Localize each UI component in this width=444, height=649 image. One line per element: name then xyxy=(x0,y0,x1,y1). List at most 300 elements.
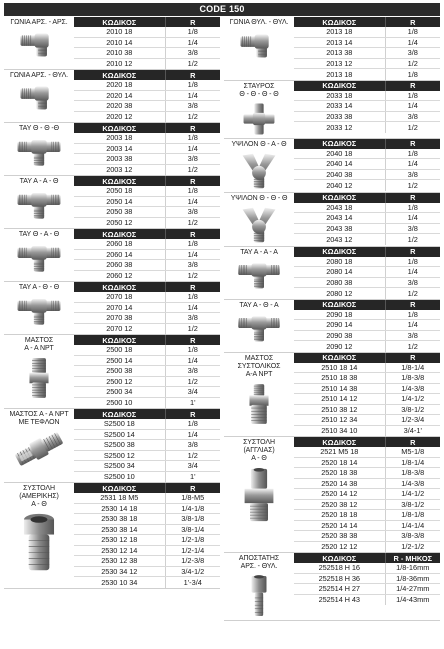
cell-size: 3/8 xyxy=(385,331,440,341)
cell-size: 3/8-1/4 xyxy=(165,525,220,535)
cell-code: 2090 12 xyxy=(326,341,353,351)
left-column xyxy=(4,17,220,621)
table-row xyxy=(294,224,440,235)
cell-size: 1/8 xyxy=(385,91,440,101)
cell-code: 2020 18 xyxy=(106,80,133,90)
cell-size: 1' xyxy=(165,472,220,483)
header-code: ΚΩΔΙΚΟΣ xyxy=(322,17,357,27)
cell-size: 1/4 xyxy=(165,38,220,48)
table-header xyxy=(74,17,220,27)
cell-code: 2531 18 M5 xyxy=(100,493,139,503)
cell-size: 1/4 xyxy=(165,356,220,366)
fitting-label-block xyxy=(4,123,74,175)
table-row xyxy=(74,59,220,70)
fitting-name: ΣΤΑΥΡΟΣ xyxy=(243,82,275,90)
cell-code: 2080 12 xyxy=(326,288,353,298)
cell-size: 1/4 xyxy=(385,101,440,111)
fitting-label-block xyxy=(224,553,294,620)
cell-code: 2050 14 xyxy=(106,196,133,206)
fitting-section xyxy=(4,17,220,70)
cell-size: 1/4-1/4 xyxy=(385,521,440,531)
table-row xyxy=(294,234,440,245)
cell-code: 2530 38 14 xyxy=(101,524,138,534)
cell-code: 2530 12 38 xyxy=(101,556,138,566)
cell-size: 1/2-3/8 xyxy=(165,556,220,566)
table-row xyxy=(74,154,220,165)
cell-size: 1/8 xyxy=(385,27,440,37)
fitting-label-block xyxy=(4,409,74,482)
cell-size: 1/2 xyxy=(385,234,440,245)
table-row xyxy=(294,203,440,214)
cell-code: 2530 12 14 xyxy=(101,545,138,555)
cell-size: 3/8-1/2 xyxy=(385,500,440,510)
table-header xyxy=(294,437,440,447)
cell-code: 2040 14 xyxy=(326,159,353,169)
fitting-label-block xyxy=(224,81,294,138)
table-row xyxy=(74,451,220,462)
cell-code: 2510 18 38 xyxy=(321,373,358,383)
code-table xyxy=(74,17,220,69)
fitting-section xyxy=(4,229,220,282)
fitting-section xyxy=(224,353,440,438)
cell-size: 3/8 xyxy=(165,260,220,270)
fitting-name: ΜΑΣΤΟΣ xyxy=(24,337,54,344)
y-female-icon xyxy=(237,206,281,246)
cell-size: 1/8 xyxy=(385,203,440,213)
code-table xyxy=(294,353,440,437)
table-row xyxy=(74,567,220,578)
table-row xyxy=(74,525,220,536)
code-table xyxy=(294,139,440,192)
fitting-label-block xyxy=(224,247,294,299)
fitting-name: ΓΩΝΙΑ ΘΥΛ. - ΘΥΛ. xyxy=(229,19,289,26)
fitting-name: ΤΑΥ Α - Θ - Α xyxy=(239,301,279,309)
header-size: R xyxy=(385,193,440,203)
cell-code: 2040 12 xyxy=(326,180,353,190)
code-table xyxy=(294,247,440,299)
table-row xyxy=(294,426,440,437)
header-size: R xyxy=(165,176,220,186)
cell-size: 1/8 xyxy=(385,310,440,320)
table-row xyxy=(294,112,440,123)
cell-size: 1/2-1/2 xyxy=(385,542,440,553)
cell-size: 3/8-1/8 xyxy=(165,514,220,524)
cell-code: 252518 H 16 xyxy=(318,563,360,573)
cell-size: 1/2 xyxy=(165,271,220,282)
fitting-section xyxy=(224,247,440,300)
cell-code: 2510 12 34 xyxy=(321,415,358,425)
table-header xyxy=(294,193,440,203)
table-row xyxy=(294,213,440,224)
table-header xyxy=(74,123,220,133)
cell-code: 2043 14 xyxy=(326,213,353,223)
header-code: ΚΩΔΙΚΟΣ xyxy=(322,437,357,447)
code-table xyxy=(294,81,440,138)
table-row xyxy=(294,122,440,133)
cell-size: 3/8-3/8 xyxy=(385,531,440,541)
cell-size: 1/8-1/8 xyxy=(385,510,440,520)
fitting-name: Θ - Θ - Θ - Θ xyxy=(239,90,279,98)
fitting-name: ΤΑΥ Θ - Α - Θ xyxy=(18,231,60,238)
cell-code: 2060 38 xyxy=(106,260,133,270)
cell-code: 2070 38 xyxy=(106,313,133,323)
table-row xyxy=(294,91,440,102)
cell-code: 2043 18 xyxy=(326,202,353,212)
table-row xyxy=(294,320,440,331)
nipple-teflon-icon xyxy=(13,430,65,470)
table-header xyxy=(294,81,440,91)
cell-size: 3/8 xyxy=(165,101,220,111)
code-table xyxy=(294,17,440,80)
cell-size: 1/4 xyxy=(385,159,440,169)
cell-code: 2040 18 xyxy=(326,148,353,158)
cell-size: 1/2 xyxy=(165,324,220,335)
cell-size: 3/4 xyxy=(165,387,220,397)
cell-code: 2003 14 xyxy=(106,143,133,153)
header-size: R xyxy=(385,353,440,363)
cell-size: 1/8-16mm xyxy=(385,563,440,573)
table-row xyxy=(74,197,220,208)
cell-code: 2520 14 12 xyxy=(321,489,358,499)
fitting-name: ΥΨΙΛΟΝ Θ - Α - Θ xyxy=(231,140,287,148)
cell-size: 1/8 xyxy=(385,257,440,267)
table-row xyxy=(74,398,220,409)
header-code: ΚΩΔΙΚΟΣ xyxy=(102,483,137,493)
fitting-section xyxy=(224,300,440,353)
table-row xyxy=(74,239,220,250)
header-size: R xyxy=(165,70,220,80)
cell-code: 2090 38 xyxy=(326,330,353,340)
table-row xyxy=(74,165,220,176)
fitting-label-block xyxy=(4,70,74,122)
fitting-label-block xyxy=(4,229,74,281)
code-table xyxy=(74,409,220,482)
cell-size: 3/8 xyxy=(165,207,220,217)
cell-size: 1/4 xyxy=(385,213,440,223)
table-row xyxy=(294,267,440,278)
cell-size: 1/2-3/4 xyxy=(385,415,440,425)
table-row xyxy=(74,101,220,112)
fitting-section xyxy=(224,553,440,621)
table-row xyxy=(74,546,220,557)
fitting-label-block xyxy=(224,139,294,192)
cell-code: 2530 38 18 xyxy=(101,514,138,524)
cell-code: 2510 14 12 xyxy=(321,394,358,404)
header-code: ΚΩΔΙΚΟΣ xyxy=(102,335,137,345)
cell-size: 3/8 xyxy=(385,170,440,180)
table-row xyxy=(294,159,440,170)
cell-size: 1/4-3/8 xyxy=(385,479,440,489)
cell-size: 1/8 xyxy=(165,186,220,196)
cell-code: 2003 12 xyxy=(106,165,133,175)
cell-code: 2043 12 xyxy=(326,234,353,244)
table-row xyxy=(294,479,440,490)
table-header xyxy=(74,70,220,80)
table-row xyxy=(294,257,440,268)
header-code: ΚΩΔΙΚΟΣ xyxy=(322,247,357,256)
cell-code: 2033 14 xyxy=(326,101,353,111)
cell-size: 1/8 xyxy=(165,239,220,249)
header-code: ΚΩΔΙΚΟΣ xyxy=(102,123,137,133)
cell-size: 1/4 xyxy=(385,267,440,277)
cell-size: 1/4-27mm xyxy=(385,584,440,594)
cell-size: 1/8 xyxy=(165,133,220,143)
table-row xyxy=(74,303,220,314)
cell-code: 2500 14 xyxy=(106,355,133,365)
table-row xyxy=(294,310,440,321)
cell-code: 2010 12 xyxy=(106,59,133,69)
header-size: R xyxy=(165,123,220,133)
table-row xyxy=(294,563,440,574)
table-row xyxy=(74,27,220,38)
cell-size: 1/8 xyxy=(165,419,220,429)
table-row xyxy=(294,38,440,49)
cell-code: 2060 18 xyxy=(106,239,133,249)
cell-code: S2500 18 xyxy=(103,419,135,429)
cell-code: 2060 14 xyxy=(106,249,133,259)
cell-code: 2510 34 10 xyxy=(321,426,358,436)
table-row xyxy=(74,461,220,472)
cell-size: 1/4 xyxy=(165,91,220,101)
fitting-section xyxy=(224,193,440,247)
cell-size: 1/2 xyxy=(385,288,440,299)
fitting-name: Α - Θ xyxy=(31,501,47,508)
table-row xyxy=(294,48,440,59)
table-row xyxy=(74,535,220,546)
header-size: R xyxy=(165,229,220,239)
code-table xyxy=(294,437,440,552)
table-row xyxy=(294,59,440,70)
cell-code: 2013 14 xyxy=(326,37,353,47)
fitting-name: ΤΑΥ Θ - Θ -Θ xyxy=(18,125,60,132)
cell-code: 2013 18 xyxy=(326,27,353,37)
cell-size: 1/2 xyxy=(385,341,440,352)
fitting-label-block xyxy=(4,282,74,334)
table-header xyxy=(74,229,220,239)
table-header xyxy=(74,176,220,186)
header-code: ΚΩΔΙΚΟΣ xyxy=(322,81,357,90)
table-row xyxy=(74,133,220,144)
cell-size: 1/8-36mm xyxy=(385,574,440,584)
header-code: ΚΩΔΙΚΟΣ xyxy=(102,409,137,419)
cell-code: 2013 12 xyxy=(326,58,353,68)
cell-code: 2500 12 xyxy=(106,376,133,386)
cell-size: 1/4-1/8 xyxy=(165,504,220,514)
cell-code: 2520 12 12 xyxy=(321,542,358,552)
table-row xyxy=(294,288,440,299)
nipple-npt-icon xyxy=(26,356,52,402)
cell-size: 1/2 xyxy=(165,218,220,229)
cell-code: 2080 38 xyxy=(326,277,353,287)
header-size: R xyxy=(385,437,440,447)
table-row xyxy=(294,170,440,181)
cross-female-icon xyxy=(241,102,277,138)
table-row xyxy=(74,324,220,335)
fitting-name: ΑΠΟΣΤΑΤΗΣ xyxy=(238,555,280,562)
fitting-name: Α-Α NPT xyxy=(245,370,273,378)
tee-male-male-female-icon xyxy=(15,189,63,223)
header-code: ΚΩΔΙΚΟΣ xyxy=(322,139,357,148)
cell-size: 1/2 xyxy=(385,180,440,191)
right-column xyxy=(224,17,440,621)
tee-female-male-female-icon xyxy=(15,242,63,276)
cell-code: 2003 38 xyxy=(106,154,133,164)
cell-code: 2070 14 xyxy=(106,302,133,312)
cell-size: 1/4 xyxy=(385,38,440,48)
cell-code: 2510 38 12 xyxy=(321,404,358,414)
cell-code: 2520 14 14 xyxy=(321,520,358,530)
header-size: R xyxy=(385,81,440,91)
table-row xyxy=(74,80,220,91)
table-row xyxy=(294,584,440,595)
cell-code: 2090 14 xyxy=(326,320,353,330)
table-row xyxy=(294,331,440,342)
fitting-name: ΜΑΣΤΟΣ Α - Α NPT xyxy=(9,411,69,418)
table-row xyxy=(294,278,440,289)
header-size: R xyxy=(385,300,440,310)
cell-size: 1/8 xyxy=(165,80,220,90)
table-row xyxy=(74,186,220,197)
code-table xyxy=(74,229,220,281)
cell-size: 1/2 xyxy=(385,122,440,133)
code-table xyxy=(74,335,220,408)
table-row xyxy=(294,69,440,80)
cell-code: 2520 14 38 xyxy=(321,478,358,488)
code-table xyxy=(294,553,440,620)
header-code: ΚΩΔΙΚΟΣ xyxy=(102,176,137,186)
tee-female-icon xyxy=(15,136,63,170)
table-row xyxy=(294,180,440,191)
cell-size: 3/8 xyxy=(165,48,220,58)
table-row xyxy=(294,500,440,511)
cell-size: 1/2 xyxy=(165,165,220,176)
header-code: ΚΩΔΙΚΟΣ xyxy=(322,553,357,563)
cell-code: 2090 18 xyxy=(326,309,353,319)
cell-size: 1/8 xyxy=(165,292,220,302)
fitting-name: ΓΩΝΙΑ ΑΡΣ. - ΘΥΛ. xyxy=(9,72,69,79)
table-row xyxy=(74,556,220,567)
cell-code: S2500 10 xyxy=(103,472,135,482)
header-code: ΚΩΔΙΚΟΣ xyxy=(322,353,357,362)
table-row xyxy=(294,394,440,405)
code-table xyxy=(294,193,440,246)
cell-size: 1/8-M5 xyxy=(165,493,220,503)
cell-code: S2500 38 xyxy=(103,440,135,450)
tee-male-icon xyxy=(235,260,283,292)
table-row xyxy=(294,101,440,112)
table-row xyxy=(74,514,220,525)
header-code: ΚΩΔΙΚΟΣ xyxy=(102,70,137,80)
table-header xyxy=(294,553,440,563)
table-row xyxy=(74,504,220,515)
table-row xyxy=(294,542,440,553)
header-code: ΚΩΔΙΚΟΣ xyxy=(322,300,357,309)
table-header xyxy=(74,335,220,345)
fitting-label-block xyxy=(4,17,74,69)
cell-code: S2500 12 xyxy=(103,450,135,460)
fitting-name: ΤΑΥ Α - Θ - Θ xyxy=(18,284,60,291)
cell-size: 3/4-1/2 xyxy=(165,567,220,577)
table-row xyxy=(294,531,440,542)
code-table xyxy=(74,176,220,228)
tee-male-female-male-icon xyxy=(235,313,283,345)
cell-size: 3/8 xyxy=(165,440,220,450)
fitting-name: (ΑΜΕΡΙΚΗΣ) xyxy=(19,493,59,500)
cell-size: 1/2 xyxy=(165,112,220,123)
cell-size: 1/4-1/2 xyxy=(385,394,440,404)
header-size: R xyxy=(165,282,220,292)
cell-size: 1/2-1/8 xyxy=(165,535,220,545)
cell-size: 1/8-3/8 xyxy=(385,468,440,478)
table-row xyxy=(74,38,220,49)
fitting-label-block xyxy=(224,437,294,552)
table-row xyxy=(74,313,220,324)
table-row xyxy=(294,510,440,521)
fitting-section xyxy=(4,176,220,229)
fitting-name: ΣΥΣΤΟΛΗ xyxy=(243,439,275,446)
cell-code: 2033 12 xyxy=(326,122,353,132)
cell-code: 2520 38 38 xyxy=(321,531,358,541)
cell-code: 2003 18 xyxy=(106,133,133,143)
cell-code: 2520 18 14 xyxy=(321,457,358,467)
cell-code: 2033 18 xyxy=(326,90,353,100)
table-row xyxy=(74,91,220,102)
cell-size: 1/8 xyxy=(385,69,440,80)
fitting-name: Α - Θ xyxy=(251,455,267,462)
header-size: R xyxy=(385,247,440,257)
fitting-name: ΣΥΣΤΟΛΙΚΟΣ xyxy=(237,362,281,370)
fitting-label-block xyxy=(4,483,74,588)
fitting-section xyxy=(4,483,220,589)
fitting-name: ΤΑΥ Α - Α - Θ xyxy=(19,178,59,185)
table-header xyxy=(74,409,220,419)
cell-size: 1/4-3/8 xyxy=(385,384,440,394)
cell-code: 2010 38 xyxy=(106,48,133,58)
cell-code: 2500 38 xyxy=(106,366,133,376)
cell-size: 3/8 xyxy=(165,366,220,376)
cell-size: 1/8-1/4 xyxy=(385,363,440,373)
cell-code: 2040 38 xyxy=(326,169,353,179)
table-header xyxy=(294,139,440,149)
cell-size: 1/2 xyxy=(385,59,440,69)
table-header xyxy=(74,483,220,493)
cell-size: 1'-3/4 xyxy=(165,577,220,588)
elbow-male-male-icon xyxy=(17,30,61,62)
header-size: R xyxy=(165,409,220,419)
table-row xyxy=(74,493,220,504)
page-title: CODE 150 xyxy=(4,3,440,16)
fitting-label-block xyxy=(224,193,294,246)
table-row xyxy=(74,430,220,441)
table-row xyxy=(294,574,440,585)
code-table xyxy=(74,123,220,175)
header-size: R xyxy=(165,483,220,493)
cell-size: 1/2 xyxy=(165,377,220,387)
table-row xyxy=(74,440,220,451)
cell-code: 2510 18 14 xyxy=(321,362,358,372)
table-header xyxy=(294,247,440,257)
cell-size: 1/8-3/8 xyxy=(385,373,440,383)
fitting-name: ΥΨΙΛΟΝ Θ - Θ - Θ xyxy=(230,194,288,202)
table-row xyxy=(294,415,440,426)
cell-code: 252514 H 43 xyxy=(318,595,360,605)
table-row xyxy=(74,356,220,367)
cell-size: 1' xyxy=(165,398,220,409)
cell-size: 3/8 xyxy=(385,224,440,234)
cell-code: 2050 18 xyxy=(106,186,133,196)
cell-size: 1/2 xyxy=(165,451,220,461)
reducer-english-icon xyxy=(241,466,277,526)
